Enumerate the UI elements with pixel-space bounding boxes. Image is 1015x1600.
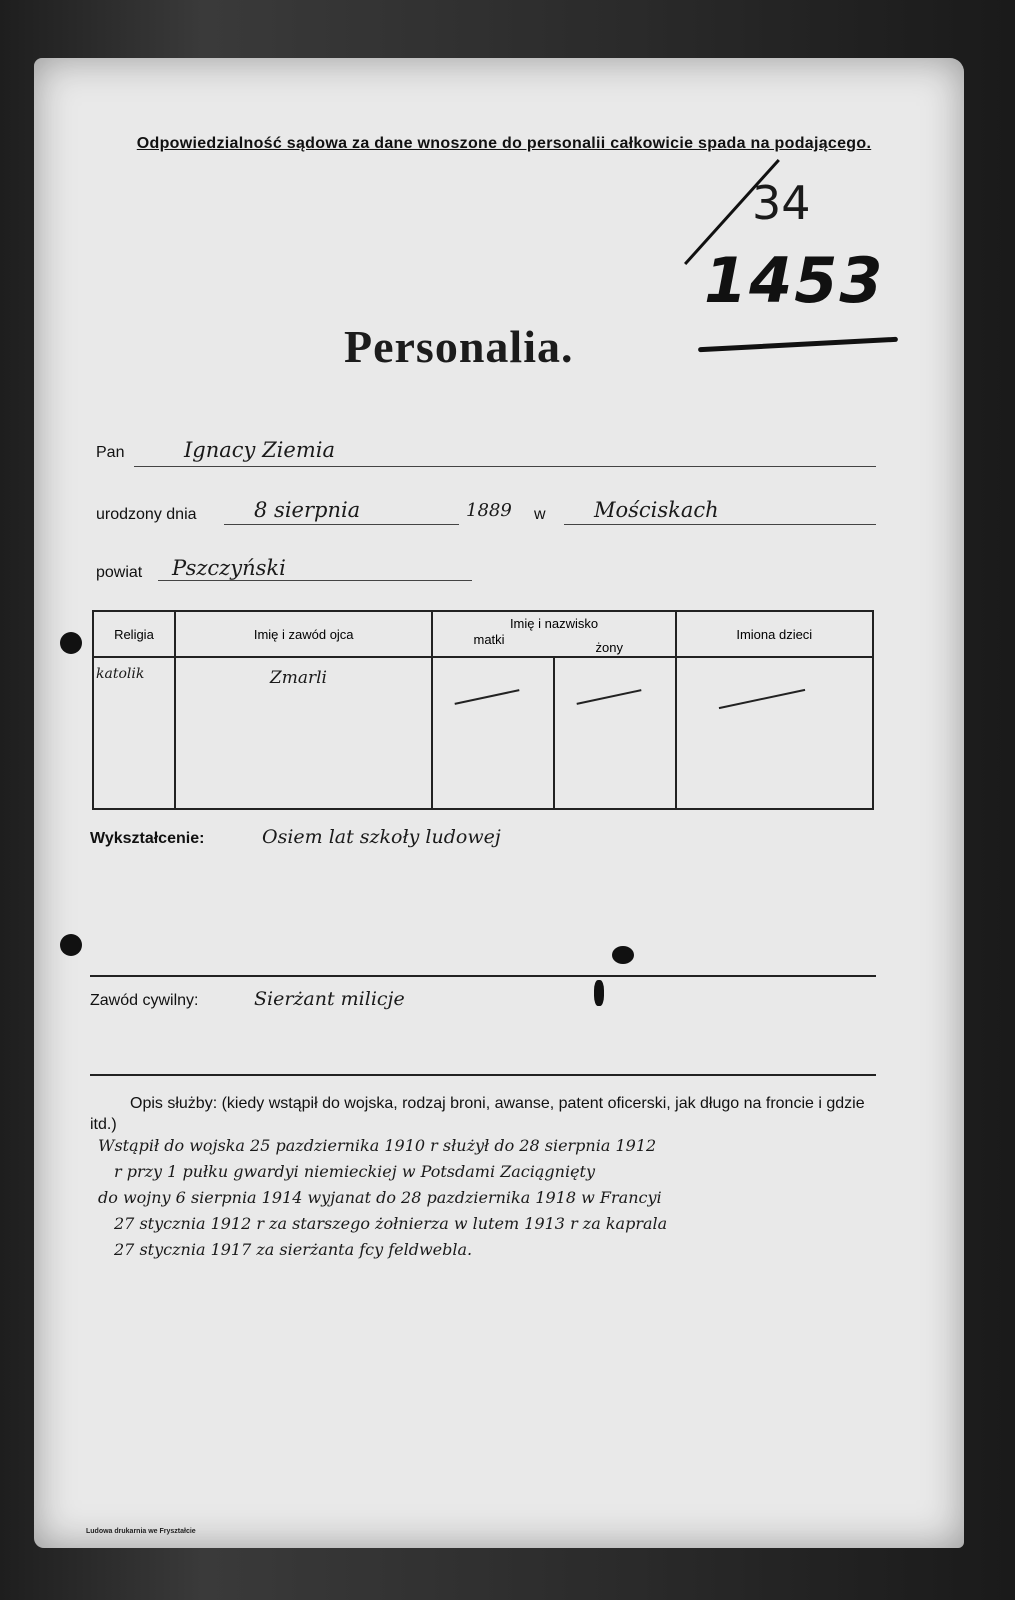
punch-hole-top <box>60 632 82 654</box>
line-district <box>158 580 472 581</box>
label-education: Wykształcenie: <box>90 830 205 847</box>
cell-religion <box>93 657 175 809</box>
archive-number-new: 34 <box>752 176 811 230</box>
legal-notice: Odpowiedzialność sądowa za dane wnoszone do personalii całkowicie spada na podającego. <box>136 135 872 152</box>
service-line-3: do wojny 6 sierpnia 1914 wyjanat do 28 pazdziernika 1918 w Francyi <box>98 1188 662 1207</box>
value-name: Ignacy Ziemia <box>184 438 335 462</box>
ink-stain-2 <box>594 980 604 1006</box>
label-in: w <box>534 506 546 523</box>
col-names-title: Imię i nazwisko <box>509 616 599 631</box>
service-line-2: r przy 1 pułku gwardyi niemieckiej w Potsdami Zaciągnięty <box>114 1162 596 1181</box>
cell-children <box>676 657 873 809</box>
service-line-1: Wstąpił do wojska 25 pazdziernika 1910 r służył do 28 sierpnia 1912 <box>98 1136 657 1155</box>
label-occupation: Zawód cywilny: <box>90 992 199 1009</box>
value-education: Osiem lat szkoły ludowej <box>262 826 501 848</box>
personnel-form <box>34 58 964 1548</box>
number-underline <box>698 337 898 352</box>
col-names <box>432 611 675 657</box>
label-pan: Pan <box>96 444 125 461</box>
rule-education <box>90 975 876 977</box>
label-service: Opis służby: (kiedy wstąpił do wojska, rodzaj broni, awanse, patent oficerski, jak długo na froncie i gdzie itd.) <box>90 1095 865 1133</box>
value-born-date: 8 sierpnia <box>254 498 361 522</box>
value-district: Pszczyński <box>172 556 286 580</box>
family-table <box>92 610 874 810</box>
value-occupation: Sierżant milicje <box>254 988 405 1010</box>
label-born: urodzony dnia <box>96 506 197 523</box>
value-religion: katolik <box>96 666 145 682</box>
ink-stain-1 <box>612 946 634 964</box>
col-religion: Religia <box>93 611 175 657</box>
col-mother: matki <box>473 632 505 647</box>
label-district: powiat <box>96 564 143 581</box>
printer-mark: Ludowa drukarnia we Fryształcie <box>86 1528 196 1535</box>
line-pan <box>134 466 876 467</box>
col-children: Imiona dzieci <box>676 611 873 657</box>
line-born-date <box>224 524 459 525</box>
value-born-year: 1889 <box>466 500 512 521</box>
archive-number-old: 1453 <box>704 244 885 317</box>
col-wife: żony <box>595 640 623 655</box>
punch-hole-bottom <box>60 934 82 956</box>
col-father: Imię i zawód ojca <box>175 611 433 657</box>
rule-occupation <box>90 1074 876 1076</box>
value-born-place: Mościskach <box>594 498 719 522</box>
form-title: Personalia. <box>344 321 574 372</box>
service-line-5: 27 stycznia 1917 za sierżanta fcy feldwebla. <box>114 1240 473 1259</box>
value-father: Zmarli <box>269 668 327 688</box>
cell-wife <box>554 657 676 809</box>
service-line-4: 27 stycznia 1912 r za starszego żołnierza w lutem 1913 r za kaprala <box>114 1214 668 1233</box>
cell-mother <box>432 657 554 809</box>
line-born-place <box>564 524 876 525</box>
cell-father <box>175 657 433 809</box>
